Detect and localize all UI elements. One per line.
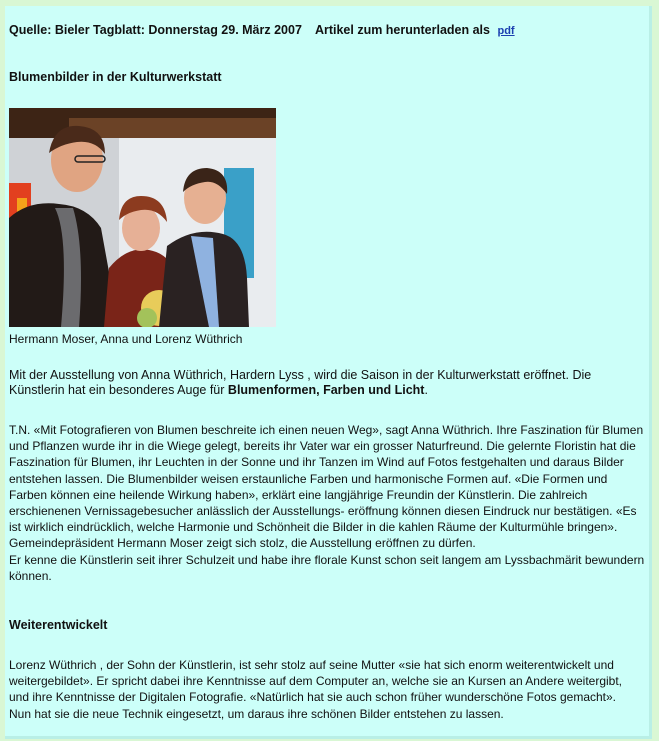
lead-highlight: Blumenformen, Farben und Licht bbox=[227, 383, 425, 397]
lead-end: . bbox=[424, 383, 428, 397]
article-photo bbox=[9, 108, 276, 327]
lead-paragraph bbox=[9, 368, 649, 398]
download-text: Artikel zum herunterladen als bbox=[314, 23, 490, 37]
body-paragraph bbox=[9, 422, 647, 584]
lead-text: Mit der Ausstellung von Anna Wüthrich, Hardern Lyss , wird die Saison in der Kulturwerkstatt eröffnet. Die Künstlerin hat ein besonderes Auge für bbox=[9, 368, 592, 397]
source-line bbox=[9, 23, 515, 37]
article-page bbox=[5, 6, 652, 739]
body-text: T.N. «Mit Fotografieren von Blumen beschreite ich einen neuen Weg», sagt Anna Wüthrich. Ihre Faszination für Blumen und Pflanzen wurde ihr in die Wiege gelegt, bereits ihr Vater war ein grosser Naturfreund. Die gelernte Floristin hat die Faszination für Blumen, ihr Leuchten in der Sonne und ihr Tanzen im Wind auf Fotos festgehalten und daraus Bilder entstehen lassen. Die Blumenbilder weisen erstaunliche Farben und harmonische Formen auf. «Die Formen und Farben können eine heilende Wirkung haben», erklärt eine langjährige Freundin der Künstlerin. Die zahlreich erschienenen Vernissagebesucher anlässlich der Ausstellungs- eröffnung können diesen Eindruck nur bestätigen. «Es ist wirklich eindrücklich, welche Harmonie und Schönheit die Bilder in die kahlen Räume der Kulturmühle bringen». Gemeindepräsident Hermann Moser zeigt sich stolz, die Ausstellung eröffnen zu dürfen. bbox=[9, 423, 644, 551]
subheading: Weiterentwickelt bbox=[9, 618, 108, 632]
source-text: Quelle: Bieler Tagblatt: Donnerstag 29. März 2007 bbox=[9, 23, 302, 37]
pdf-download-link[interactable]: pdf bbox=[497, 25, 515, 37]
article-headline: Blumenbilder in der Kulturwerkstatt bbox=[9, 70, 222, 84]
body-text-2: Er kenne die Künstlerin seit ihrer Schulzeit und habe ihre florale Kunst schon seit langem am Lyssbachmärit bewundern können. bbox=[9, 552, 645, 583]
body-paragraph-2: Lorenz Wüthrich , der Sohn der Künstlerin, ist sehr stolz auf seine Mutter «sie hat sich enorm weiterentwickelt und weitergebildet». Er spricht dabei ihre Kenntnisse auf dem Computer an, welche sie an Kursen an Andere weitergibt, und ihre Kenntnisse der Digitalen Fotografie. «Natürlich hat sie auch schon früher wunderschöne Fotos gemacht». Nun hat sie die neue Technik eingesetzt, um daraus ihre schönen Bilder entstehen zu lassen. bbox=[9, 658, 623, 721]
photo-caption: Hermann Moser, Anna und Lorenz Wüthrich bbox=[9, 332, 243, 346]
